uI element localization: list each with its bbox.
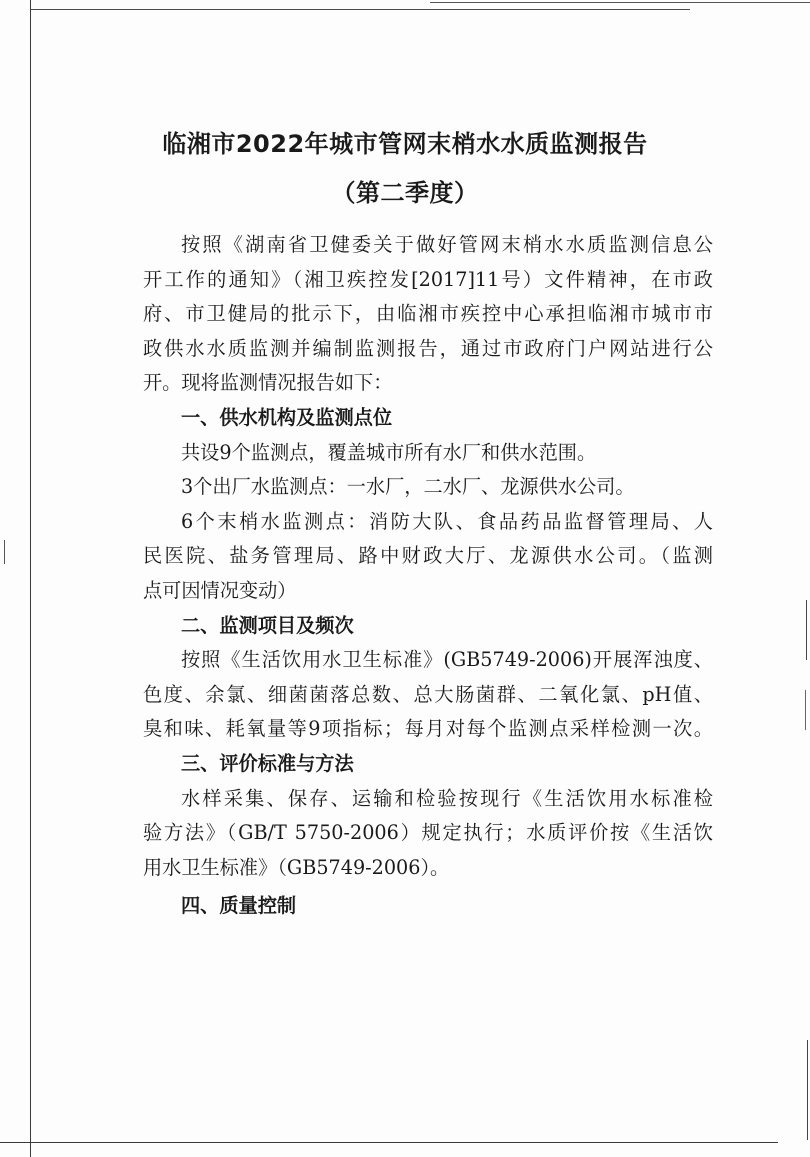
intro-line: 政供水水质监测并编制监测报告，通过市政府门户网站进行公 xyxy=(143,336,713,360)
section1-line: 点可因情况变动） xyxy=(143,578,297,602)
intro-line: 开。现将监测情况报告如下： xyxy=(143,371,393,395)
section2-line: 臭和味、耗氧量等9项指标；每月对每个监测点采样检测一次。 xyxy=(143,717,713,741)
section1-line: 3个出厂水监测点：一水厂，二水厂、龙源供水公司。 xyxy=(181,475,635,499)
section-heading-1: 一、供水机构及监测点位 xyxy=(181,405,393,429)
scan-border-top-right xyxy=(430,2,810,3)
intro-paragraph xyxy=(143,228,713,401)
scan-border-right-mark xyxy=(806,600,807,660)
section3-line: 水样采集、保存、运输和检验按现行《生活饮用水标准检 xyxy=(181,786,713,810)
section-heading-4: 四、质量控制 xyxy=(181,894,297,918)
intro-line: 开工作的通知》（湘卫疾控发[2017]11号）文件精神，在市政 xyxy=(143,267,713,291)
section1-line: 6个末梢水监测点：消防大队、食品药品监督管理局、人 xyxy=(181,509,713,533)
scan-border-top xyxy=(30,9,690,10)
scan-border-left-mark xyxy=(4,540,5,564)
report-body xyxy=(143,228,713,924)
section1-paragraph-2 xyxy=(143,470,713,505)
section3-line: 验方法》（GB/T 5750-2006）规定执行；水质评价按《生活饮 xyxy=(143,821,713,845)
report-subtitle: （第二季度） xyxy=(331,179,479,207)
section-heading-3: 三、评价标准与方法 xyxy=(181,751,354,775)
section1-line: 共设9个监测点，覆盖城市所有水厂和供水范围。 xyxy=(181,440,597,464)
section1-line: 民医院、盐务管理局、路中财政大厅、龙源供水公司。（监测 xyxy=(143,544,713,568)
section3-line: 用水卫生标准》（GB5749-2006）。 xyxy=(143,855,450,879)
scan-border-bottom xyxy=(0,1142,778,1143)
intro-line: 府、市卫健局的批示下，由临湘市疾控中心承担临湘市城市市 xyxy=(143,302,713,326)
section3-paragraph-1 xyxy=(143,782,713,886)
section1-paragraph-1 xyxy=(143,436,713,471)
section2-line: 色度、余氯、细菌菌落总数、总大肠菌群、二氧化氯、pH值、 xyxy=(143,682,713,706)
section2-line: 按照《生活饮用水卫生标准》(GB5749-2006)开展浑浊度、 xyxy=(181,648,713,672)
report-title: 临湘市2022年城市管网末梢水水质监测报告 xyxy=(162,130,648,158)
intro-line: 按照《湖南省卫健委关于做好管网末梢水水质监测信息公 xyxy=(181,233,713,256)
scan-border-right-mark-2 xyxy=(805,690,806,730)
section2-paragraph-1 xyxy=(143,643,713,747)
section-heading-2: 二、监测项目及频次 xyxy=(181,613,354,637)
scan-border-right-mark-3 xyxy=(807,1040,808,1140)
section1-paragraph-3 xyxy=(143,505,713,609)
